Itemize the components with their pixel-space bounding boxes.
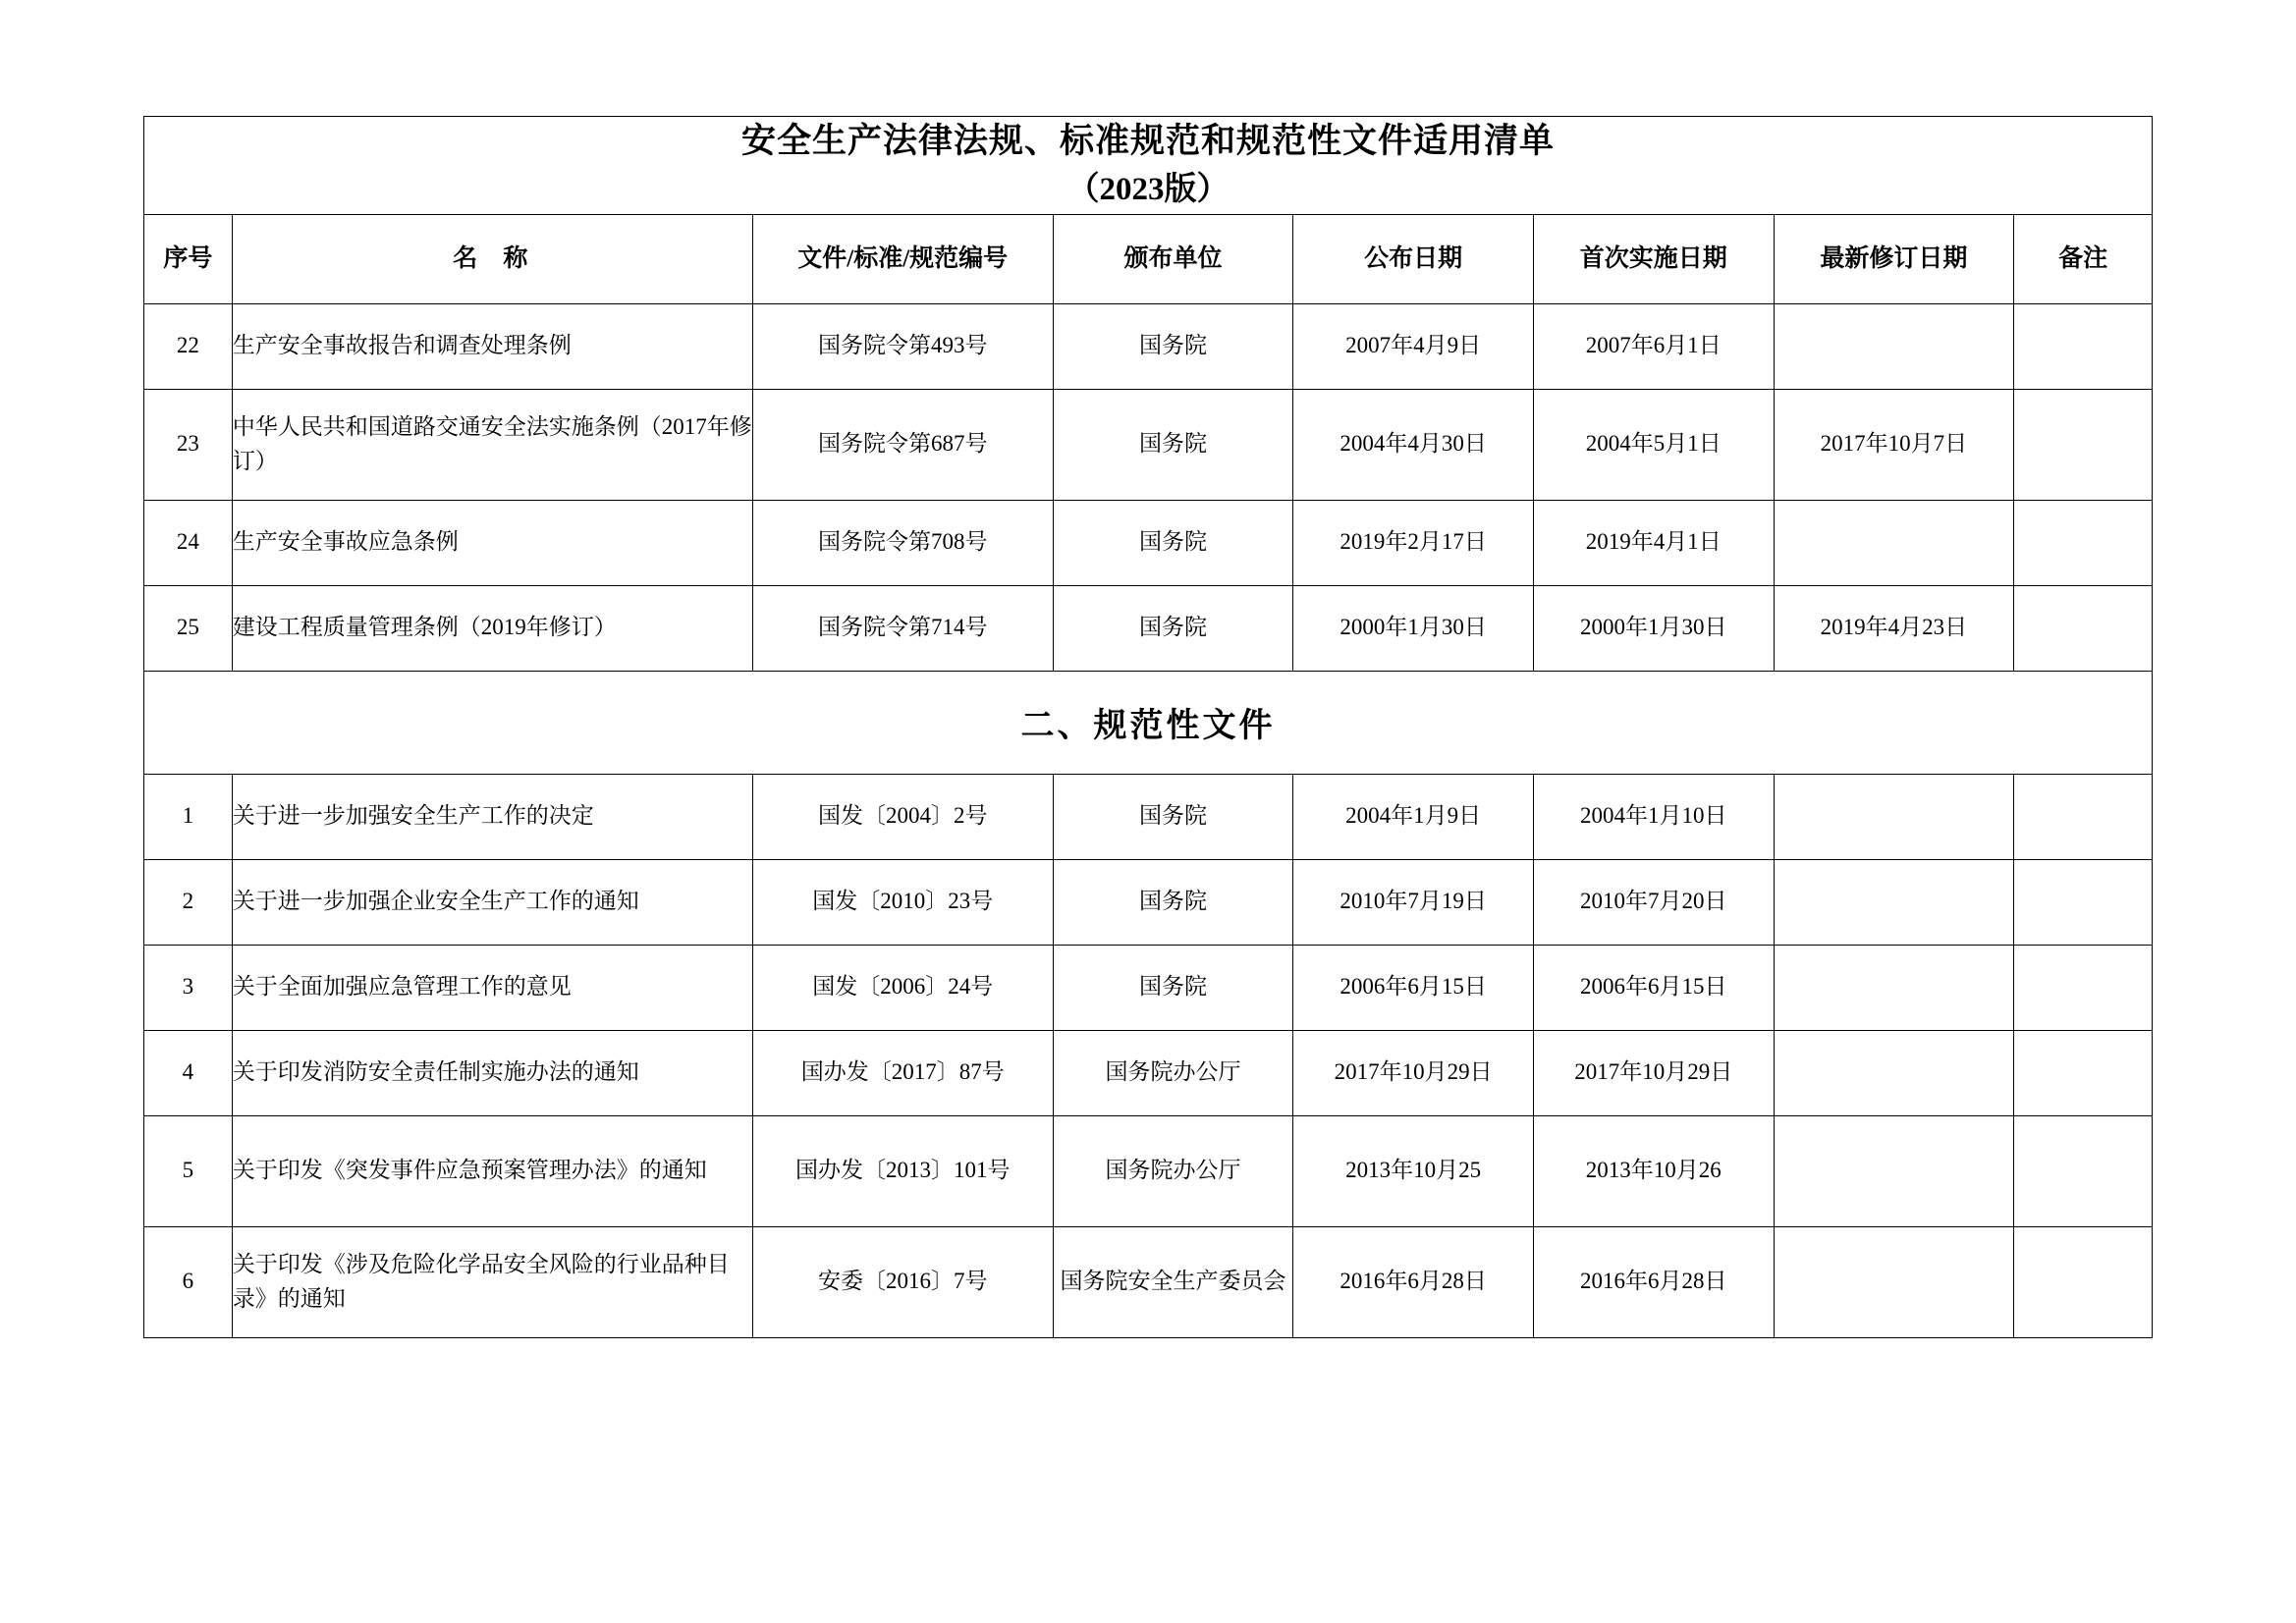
cell-first-effective-date: 2000年1月30日	[1533, 585, 1774, 671]
cell-no: 23	[144, 389, 233, 500]
cell-code: 国办发〔2013〕101号	[752, 1115, 1053, 1226]
table-row	[144, 1115, 2153, 1226]
cell-name: 生产安全事故应急条例	[232, 500, 752, 585]
cell-remark	[2014, 945, 2153, 1030]
cell-latest-revision-date	[1774, 500, 2014, 585]
cell-org: 国务院	[1053, 500, 1293, 585]
cell-publish-date: 2006年6月15日	[1293, 945, 1534, 1030]
cell-org: 国务院	[1053, 774, 1293, 859]
column-header-publish-date: 公布日期	[1293, 214, 1534, 303]
cell-org: 国务院	[1053, 945, 1293, 1030]
column-header-no: 序号	[144, 214, 233, 303]
cell-remark	[2014, 1115, 2153, 1226]
cell-org: 国务院	[1053, 585, 1293, 671]
cell-remark	[2014, 859, 2153, 945]
cell-org: 国务院办公厅	[1053, 1030, 1293, 1115]
cell-org: 国务院办公厅	[1053, 1115, 1293, 1226]
cell-first-effective-date: 2006年6月15日	[1533, 945, 1774, 1030]
table-header-row	[144, 214, 2153, 303]
cell-first-effective-date: 2013年10月26	[1533, 1115, 1774, 1226]
cell-remark	[2014, 774, 2153, 859]
cell-publish-date: 2004年1月9日	[1293, 774, 1534, 859]
cell-no: 5	[144, 1115, 233, 1226]
cell-latest-revision-date	[1774, 859, 2014, 945]
cell-publish-date: 2010年7月19日	[1293, 859, 1534, 945]
table-row	[144, 303, 2153, 389]
page-subtitle: （2023版）	[1066, 171, 1230, 207]
cell-first-effective-date: 2019年4月1日	[1533, 500, 1774, 585]
section-title: 二、规范性文件	[144, 671, 2153, 774]
cell-publish-date: 2013年10月25	[1293, 1115, 1534, 1226]
section-divider-row	[144, 671, 2153, 774]
column-header-name: 名 称	[232, 214, 752, 303]
cell-org: 国务院	[1053, 859, 1293, 945]
cell-org: 国务院	[1053, 303, 1293, 389]
cell-name: 关于印发《涉及危险化学品安全风险的行业品种目录》的通知	[232, 1226, 752, 1337]
document-title-cell	[144, 117, 2153, 215]
cell-name: 关于全面加强应急管理工作的意见	[232, 945, 752, 1030]
cell-org: 国务院	[1053, 389, 1293, 500]
table-row	[144, 585, 2153, 671]
cell-name: 关于进一步加强安全生产工作的决定	[232, 774, 752, 859]
cell-name: 关于印发《突发事件应急预案管理办法》的通知	[232, 1115, 752, 1226]
compliance-list-table	[143, 116, 2153, 1338]
cell-publish-date: 2000年1月30日	[1293, 585, 1534, 671]
column-header-code: 文件/标准/规范编号	[752, 214, 1053, 303]
cell-first-effective-date: 2016年6月28日	[1533, 1226, 1774, 1337]
cell-latest-revision-date	[1774, 303, 2014, 389]
cell-first-effective-date: 2017年10月29日	[1533, 1030, 1774, 1115]
cell-code: 国办发〔2017〕87号	[752, 1030, 1053, 1115]
table-row	[144, 1226, 2153, 1337]
page-title: 安全生产法律法规、标准规范和规范性文件适用清单	[740, 122, 1555, 160]
cell-latest-revision-date: 2019年4月23日	[1774, 585, 2014, 671]
cell-code: 安委〔2016〕7号	[752, 1226, 1053, 1337]
cell-latest-revision-date	[1774, 1115, 2014, 1226]
cell-code: 国务院令第714号	[752, 585, 1053, 671]
cell-first-effective-date: 2010年7月20日	[1533, 859, 1774, 945]
cell-publish-date: 2016年6月28日	[1293, 1226, 1534, 1337]
cell-publish-date: 2004年4月30日	[1293, 389, 1534, 500]
cell-no: 6	[144, 1226, 233, 1337]
column-header-remark: 备注	[2014, 214, 2153, 303]
cell-name: 中华人民共和国道路交通安全法实施条例（2017年修订）	[232, 389, 752, 500]
cell-code: 国发〔2010〕23号	[752, 859, 1053, 945]
cell-name: 生产安全事故报告和调查处理条例	[232, 303, 752, 389]
cell-publish-date: 2017年10月29日	[1293, 1030, 1534, 1115]
cell-remark	[2014, 1226, 2153, 1337]
cell-remark	[2014, 500, 2153, 585]
cell-latest-revision-date	[1774, 1226, 2014, 1337]
table-row	[144, 500, 2153, 585]
cell-latest-revision-date: 2017年10月7日	[1774, 389, 2014, 500]
cell-org: 国务院安全生产委员会	[1053, 1226, 1293, 1337]
cell-code: 国务院令第708号	[752, 500, 1053, 585]
cell-remark	[2014, 1030, 2153, 1115]
cell-name: 关于印发消防安全责任制实施办法的通知	[232, 1030, 752, 1115]
cell-remark	[2014, 303, 2153, 389]
cell-no: 1	[144, 774, 233, 859]
cell-code: 国发〔2004〕2号	[752, 774, 1053, 859]
cell-latest-revision-date	[1774, 945, 2014, 1030]
cell-remark	[2014, 585, 2153, 671]
title-row	[144, 117, 2153, 215]
cell-name: 关于进一步加强企业安全生产工作的通知	[232, 859, 752, 945]
cell-code: 国务院令第687号	[752, 389, 1053, 500]
column-header-org: 颁布单位	[1053, 214, 1293, 303]
cell-no: 3	[144, 945, 233, 1030]
table-row	[144, 945, 2153, 1030]
cell-no: 22	[144, 303, 233, 389]
cell-first-effective-date: 2004年1月10日	[1533, 774, 1774, 859]
cell-publish-date: 2007年4月9日	[1293, 303, 1534, 389]
column-header-first-effective-date: 首次实施日期	[1533, 214, 1774, 303]
cell-no: 4	[144, 1030, 233, 1115]
cell-latest-revision-date	[1774, 774, 2014, 859]
cell-no: 25	[144, 585, 233, 671]
cell-publish-date: 2019年2月17日	[1293, 500, 1534, 585]
cell-no: 24	[144, 500, 233, 585]
cell-no: 2	[144, 859, 233, 945]
cell-first-effective-date: 2007年6月1日	[1533, 303, 1774, 389]
table-row	[144, 389, 2153, 500]
table-row	[144, 1030, 2153, 1115]
cell-code: 国务院令第493号	[752, 303, 1053, 389]
cell-first-effective-date: 2004年5月1日	[1533, 389, 1774, 500]
cell-code: 国发〔2006〕24号	[752, 945, 1053, 1030]
table-row	[144, 774, 2153, 859]
cell-latest-revision-date	[1774, 1030, 2014, 1115]
column-header-latest-revision-date: 最新修订日期	[1774, 214, 2014, 303]
table-row	[144, 859, 2153, 945]
cell-remark	[2014, 389, 2153, 500]
cell-name: 建设工程质量管理条例（2019年修订）	[232, 585, 752, 671]
